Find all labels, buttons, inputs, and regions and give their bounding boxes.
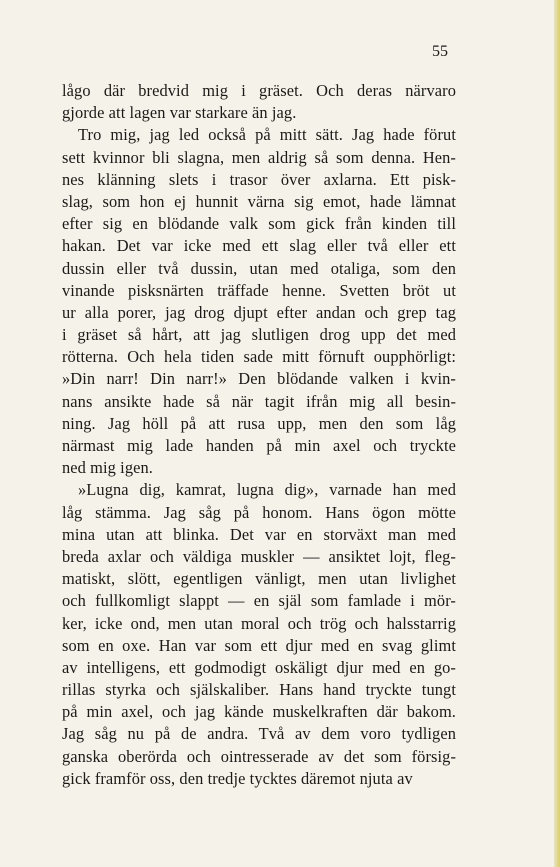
text-line: rötterna. Och hela tiden sade mitt förnuft oupphörligt: bbox=[62, 347, 456, 367]
text-line: Jag såg nu på de andra. Två av dem voro tydligen bbox=[62, 724, 456, 744]
text-line: gjorde att lagen var starkare än jag. bbox=[62, 103, 297, 123]
text-line: låg stämma. Jag såg på honom. Hans ögon mötte bbox=[62, 502, 456, 522]
text-line: rillas styrka och själskaliber. Hans hand tryckte tungt bbox=[62, 680, 456, 700]
text-line: slag, som hon ej hunnit värna sig emot, hade lämnat bbox=[62, 191, 456, 211]
text-line: ur alla porer, jag drog djupt efter andan och grep tag bbox=[62, 302, 456, 322]
text-line: ning. Jag höll på att rusa upp, men den som låg bbox=[62, 413, 456, 433]
text-line: »Din narr! Din narr!» Den blödande valken i kvin- bbox=[62, 369, 456, 389]
text-line: på min axel, och jag kände muskelkraften där bakom. bbox=[62, 702, 456, 722]
text-line: i gräset så hårt, att jag slutligen drog upp det med bbox=[62, 325, 456, 345]
text-line: hakan. Det var icke med ett slag eller två eller ett bbox=[62, 236, 456, 256]
text-line: ganska oberörda och ointresserade av det som försig- bbox=[62, 746, 456, 766]
text-line: lågo där bredvid mig i gräset. Och deras närvaro bbox=[62, 81, 456, 100]
text-line: matiskt, slött, egentligen vänligt, men utan livlighet bbox=[62, 569, 456, 589]
text-line: som en oxe. Han var som ett djur med en svag glimt bbox=[62, 635, 456, 655]
text-line: dussin eller två dussin, utan med otaliga, som den bbox=[62, 258, 456, 278]
text-line: mina utan att blinka. Det var en storväxt man med bbox=[62, 524, 456, 544]
body-text bbox=[62, 80, 456, 790]
text-line: nans ansikte hade så när tagit ifrån mig all besin- bbox=[62, 391, 456, 411]
text-line: nes klänning slets i trasor över axlarna. Ett pisk- bbox=[62, 169, 456, 189]
text-line: »Lugna dig, kamrat, lugna dig», varnade han med bbox=[78, 480, 456, 500]
text-line: efter sig en blödande valk som gick från kinden till bbox=[62, 214, 456, 234]
text-line: ker, icke ond, men utan moral och trög och halsstarrig bbox=[62, 613, 456, 633]
text-line: och fullkomligt slappt — en själ som famlade i mör- bbox=[62, 591, 456, 611]
text-line: av intelligens, ett godmodigt oskäligt djur med en go- bbox=[62, 657, 456, 677]
text-line: Tro mig, jag led också på mitt sätt. Jag hade förut bbox=[78, 125, 456, 145]
text-line: sett kvinnor bli slagna, men aldrig så som denna. Hen- bbox=[62, 147, 456, 167]
text-line: närmast mig lade handen på min axel och tryckte bbox=[62, 436, 456, 455]
text-line: gick framför oss, den tredje tycktes däremot njuta av bbox=[62, 768, 413, 788]
text-line: vinande pisksnärten träffade henne. Svetten bröt ut bbox=[62, 280, 456, 300]
text-line: breda axlar och väldiga muskler — ansiktet lojt, fleg- bbox=[62, 546, 456, 566]
page-number: 55 bbox=[432, 43, 448, 60]
page-edge bbox=[554, 0, 560, 867]
text-line: ned mig igen. bbox=[62, 458, 153, 478]
